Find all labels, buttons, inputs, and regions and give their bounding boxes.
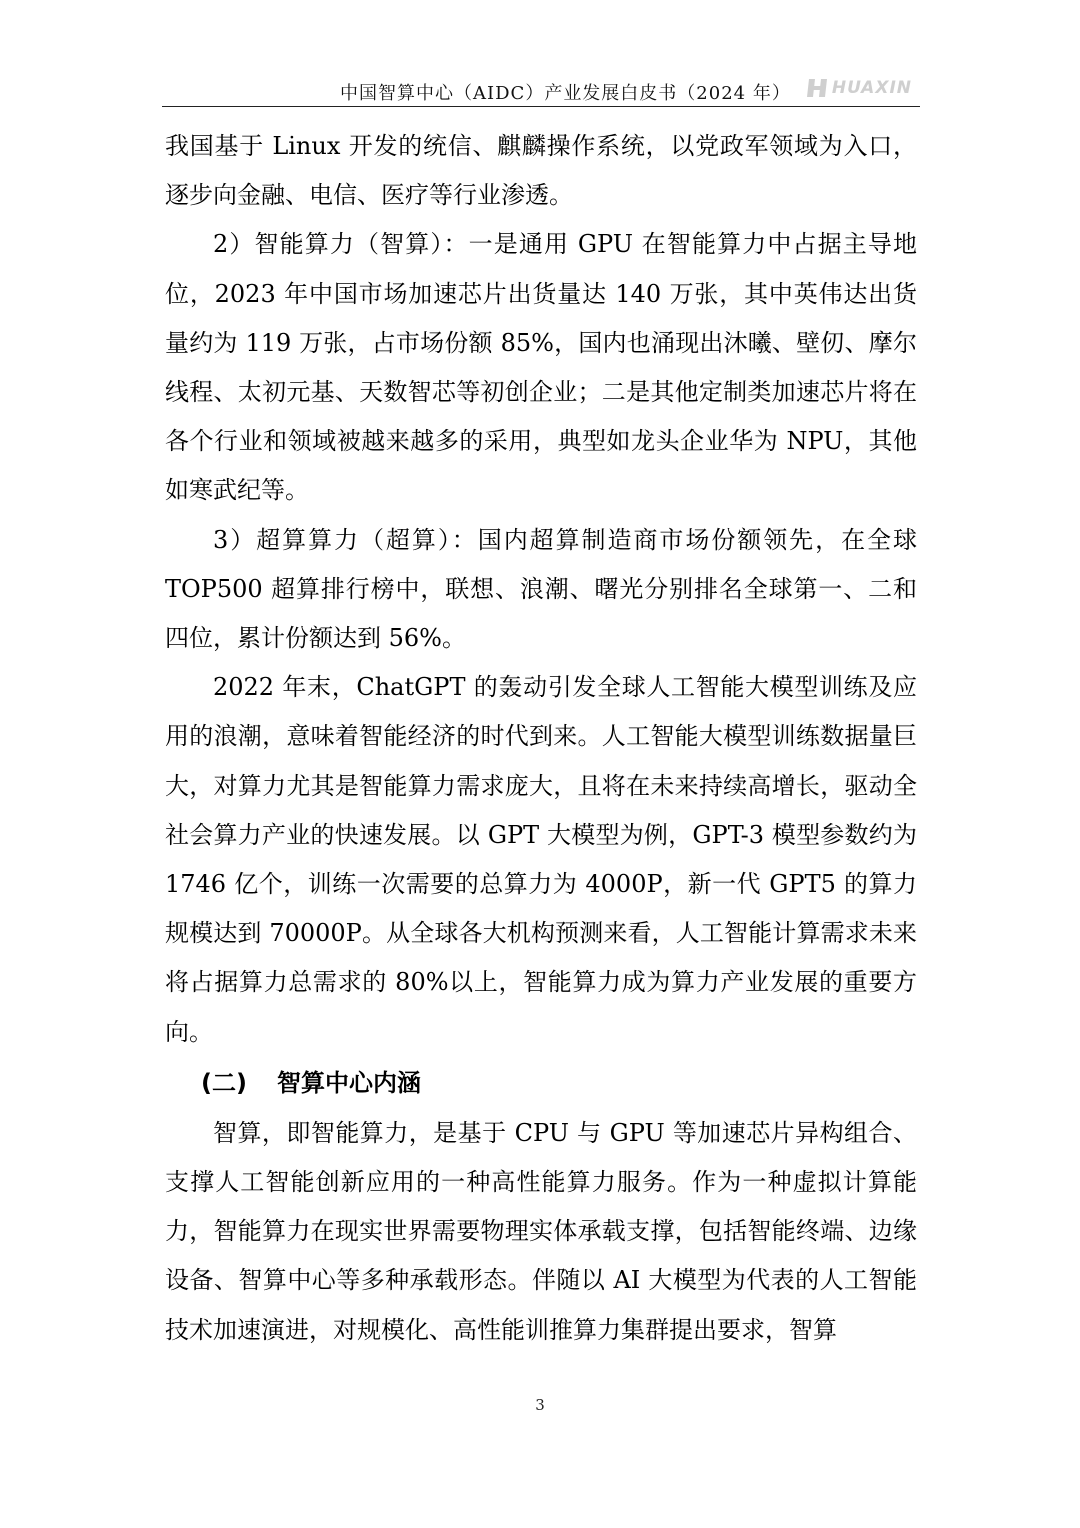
logo-text: HUAXIN	[831, 78, 912, 98]
section-number: (二)	[201, 1068, 247, 1097]
huaxin-logo	[806, 76, 912, 100]
page-number: 3	[535, 1396, 545, 1414]
running-header	[162, 76, 920, 106]
body-text	[165, 122, 917, 1355]
header-divider	[162, 106, 920, 107]
section-heading	[165, 1057, 917, 1109]
huaxin-logo-icon	[806, 77, 830, 99]
header-title: 中国智算中心（AIDC）产业发展白皮书（2024 年）	[340, 83, 791, 104]
section-title: 智算中心内涵	[277, 1068, 421, 1097]
body-paragraph: 2022 年末，ChatGPT 的轰动引发全球人工智能大模型训练及应用的浪潮，意味着智能经济的时代到来。人工智能大模型训练数据量巨大，对算力尤其是智能算力需求庞大，且将在未来持续高增长，驱动全社会算力产业的快速发展。以 GPT 大模型为例，GPT-3 模型参数约为 1746 亿个，训练一次需要的总算力为 4000P，新一代 GPT5 的算力规模达到 70000P。从全球各大机构预测来看，人工智能计算需求未来将占据算力总需求的 80%以上，智能算力成为算力产业发展的重要方向。	[165, 673, 917, 1046]
body-paragraph: 2）智能算力（智算）：一是通用 GPU 在智能算力中占据主导地位，2023 年中国市场加速芯片出货量达 140 万张，其中英伟达出货量约为 119 万张，占市场份额 85%，国内也涌现出沐曦、壁仞、摩尔线程、太初元基、天数智芯等初创企业；二是其他定制类加速芯片将在各个行业和领域被越来越多的采用，典型如龙头企业华为 NPU，其他如寒武纪等。	[165, 230, 917, 505]
body-paragraph: 我国基于 Linux 开发的统信、麒麟操作系统，以党政军领域为入口，逐步向金融、电信、医疗等行业渗透。	[165, 132, 917, 210]
body-paragraph: 智算，即智能算力，是基于 CPU 与 GPU 等加速芯片异构组合、支撑人工智能创新应用的一种高性能算力服务。作为一种虚拟计算能力，智能算力在现实世界需要物理实体承载支撑，包括智能终端、边缘设备、智算中心等多种承载形态。伴随以 AI 大模型为代表的人工智能技术加速演进，对规模化、高性能训推算力集群提出要求，智算	[165, 1118, 917, 1344]
body-paragraph: 3）超算算力（超算）：国内超算制造商市场份额领先，在全球 TOP500 超算排行榜中，联想、浪潮、曙光分别排名全球第一、二和四位，累计份额达到 56%。	[165, 525, 917, 653]
